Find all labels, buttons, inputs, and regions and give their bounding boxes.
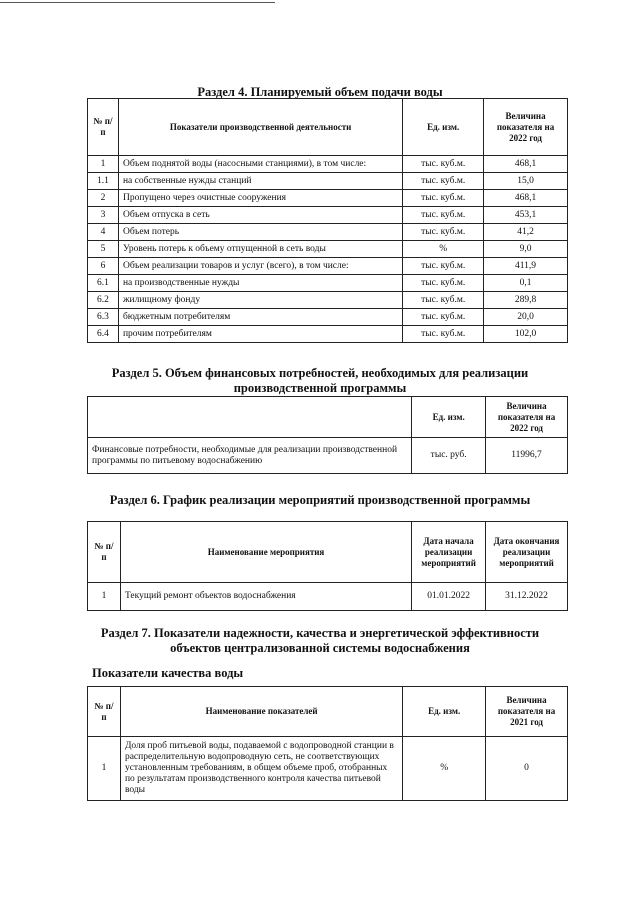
section5-title [80, 366, 560, 396]
header-value: Величина показателя на 2022 год [486, 397, 568, 438]
row-num: 6 [88, 258, 119, 275]
header-end: Дата окончания реализации мероприятий [486, 522, 568, 583]
table-row [88, 737, 568, 801]
section6-table [87, 521, 568, 611]
header-indicator: Показатели производственной деятельности [118, 99, 402, 156]
row-name: Объем реализации товаров и услуг (всего), в том числе: [118, 258, 402, 275]
top-rule [0, 2, 275, 3]
row-name: на собственные нужды станций [118, 173, 402, 190]
row-num: 1 [88, 583, 121, 611]
row-unit: тыс. куб.м. [403, 224, 484, 241]
row-name: Доля проб питьевой воды, подаваемой с водопроводной станции в распределительную водопроводную сеть, не соответствующих установленным требованиям, в общем объеме проб, отобранных по результатам производственного контроля качества питьевой воды [120, 737, 402, 801]
row-name: бюджетным потребителям [118, 309, 402, 326]
row-value: 0 [486, 737, 568, 801]
table-row [88, 292, 568, 309]
row-unit: тыс. куб.м. [403, 207, 484, 224]
header-blank [88, 397, 412, 438]
row-name: Уровень потерь к объему отпущенной в сеть воды [118, 241, 402, 258]
row-value: 15,0 [484, 173, 568, 190]
section6-title: Раздел 6. График реализации мероприятий производственной программы [109, 493, 531, 507]
row-num: 2 [88, 190, 119, 207]
row-unit: тыс. руб. [412, 438, 486, 474]
table-row [88, 583, 568, 611]
row-name: жилищному фонду [118, 292, 402, 309]
section4-title: Раздел 4. Планируемый объем подачи воды [197, 85, 443, 99]
row-num: 1.1 [88, 173, 119, 190]
row-value: 468,1 [484, 190, 568, 207]
table-row [88, 326, 568, 343]
row-unit: % [403, 241, 484, 258]
row-value: 468,1 [484, 156, 568, 173]
table-row [88, 275, 568, 292]
row-num: 3 [88, 207, 119, 224]
row-unit: тыс. куб.м. [403, 292, 484, 309]
section5-table [87, 396, 568, 474]
row-num: 4 [88, 224, 119, 241]
row-num: 5 [88, 241, 119, 258]
row-num: 6.2 [88, 292, 119, 309]
header-unit: Ед. изм. [412, 397, 486, 438]
row-value: 9,0 [484, 241, 568, 258]
header-num: № п/п [88, 522, 121, 583]
row-value: 41,2 [484, 224, 568, 241]
section7-table [87, 686, 568, 801]
table-row [88, 190, 568, 207]
row-value: 102,0 [484, 326, 568, 343]
row-unit: тыс. куб.м. [403, 309, 484, 326]
header-num: № п/п [88, 687, 121, 737]
section7-title-line1: Раздел 7. Показатели надежности, качества и энергетической эффективности [100, 626, 540, 640]
header-indicator: Наименование показателей [120, 687, 402, 737]
row-unit: тыс. куб.м. [403, 190, 484, 207]
header-num: № п/п [88, 99, 119, 156]
header-unit: Ед. изм. [403, 99, 484, 156]
row-name: Текущий ремонт объектов водоснабжения [120, 583, 411, 611]
table-row [88, 156, 568, 173]
row-name: Объем потерь [118, 224, 402, 241]
row-num: 6.1 [88, 275, 119, 292]
table-row [88, 309, 568, 326]
header-unit: Ед. изм. [403, 687, 486, 737]
row-name: Финансовые потребности, необходимые для реализации производственной программы по питьевому водоснабжению [88, 438, 412, 474]
section5-title-line2: производственной программы [233, 381, 407, 395]
section5-title-line1: Раздел 5. Объем финансовых потребностей, необходимых для реализации [111, 366, 529, 380]
row-name: Пропущено через очистные сооружения [118, 190, 402, 207]
row-unit: тыс. куб.м. [403, 173, 484, 190]
table-row [88, 173, 568, 190]
section7-subtitle: Показатели качества воды [92, 666, 244, 680]
row-end: 31.12.2022 [486, 583, 568, 611]
table-row [88, 224, 568, 241]
row-value: 0,1 [484, 275, 568, 292]
row-unit: тыс. куб.м. [403, 156, 484, 173]
table-row [88, 241, 568, 258]
row-value: 411,9 [484, 258, 568, 275]
row-unit: тыс. куб.м. [403, 258, 484, 275]
header-value: Величина показателя на 2022 год [484, 99, 568, 156]
header-value: Величина показателя на 2021 год [486, 687, 568, 737]
row-num: 1 [88, 737, 121, 801]
row-name: Объем отпуска в сеть [118, 207, 402, 224]
row-name: Объем поднятой воды (насосными станциями), в том числе: [118, 156, 402, 173]
row-name: прочим потребителям [118, 326, 402, 343]
row-num: 6.4 [88, 326, 119, 343]
section7-title-line2: объектов централизованной системы водоснабжения [170, 641, 470, 655]
row-value: 453,1 [484, 207, 568, 224]
row-start: 01.01.2022 [412, 583, 486, 611]
row-num: 6.3 [88, 309, 119, 326]
row-unit: тыс. куб.м. [403, 275, 484, 292]
row-value: 289,8 [484, 292, 568, 309]
header-start: Дата начала реализации мероприятий [412, 522, 486, 583]
table-row [88, 258, 568, 275]
row-num: 1 [88, 156, 119, 173]
row-unit: % [403, 737, 486, 801]
row-unit: тыс. куб.м. [403, 326, 484, 343]
section7-title [80, 626, 560, 656]
row-name: на производственные нужды [118, 275, 402, 292]
table-row [88, 207, 568, 224]
row-value: 11996,7 [486, 438, 568, 474]
table-row [88, 438, 568, 474]
header-event: Наименование мероприятия [120, 522, 411, 583]
row-value: 20,0 [484, 309, 568, 326]
section4-table [87, 98, 568, 343]
